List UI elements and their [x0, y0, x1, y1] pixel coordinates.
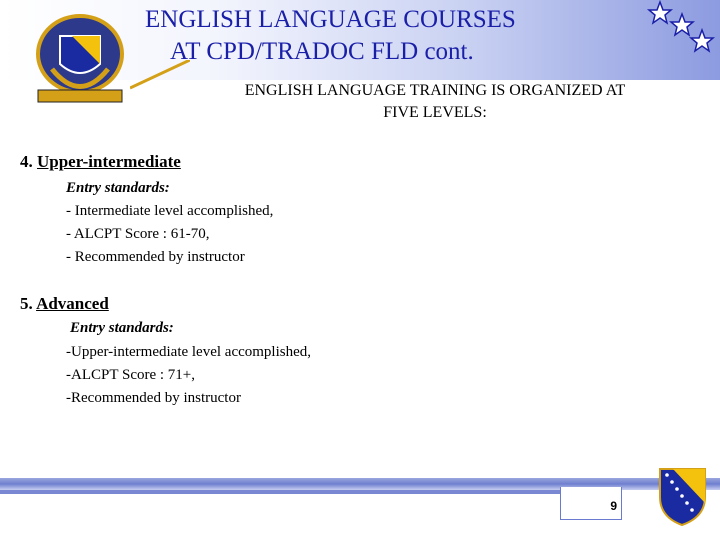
slide-title-line2: AT CPD/TRADOC FLD cont. — [170, 38, 474, 65]
entry-standards-label: Entry standards: — [66, 180, 170, 196]
page-number-box — [560, 487, 622, 520]
requirement-line: -ALCPT Score : 71+, — [66, 367, 196, 383]
subtitle — [150, 80, 720, 124]
level-number: 4. — [20, 152, 33, 171]
entry-standards-label: Entry standards: — [70, 320, 174, 336]
requirement-line: - ALCPT Score : 61-70, — [66, 226, 210, 242]
stars-icon — [640, 0, 720, 70]
footer-bar-line — [0, 490, 615, 494]
requirement-line: -Upper-intermediate level accomplished, — [66, 344, 312, 360]
level-name: Upper-intermediate — [37, 152, 181, 171]
subtitle-line1: ENGLISH LANGUAGE TRAINING IS ORGANIZED AT — [244, 82, 626, 99]
requirement-line: - Recommended by instructor — [66, 249, 245, 265]
level-5-heading — [20, 294, 109, 314]
page-number: 9 — [610, 499, 617, 513]
bih-flag-shield-icon — [655, 465, 710, 527]
subtitle-line2: FIVE LEVELS: — [383, 104, 487, 121]
requirement-line: - Intermediate level accomplished, — [66, 203, 274, 219]
emblem-icon — [30, 14, 130, 109]
level-4-heading — [20, 152, 181, 172]
level-name: Advanced — [36, 294, 109, 313]
slide-title-line1: ENGLISH LANGUAGE COURSES — [145, 6, 516, 33]
requirement-line: -Recommended by instructor — [66, 390, 241, 406]
level-number: 5. — [20, 294, 33, 313]
